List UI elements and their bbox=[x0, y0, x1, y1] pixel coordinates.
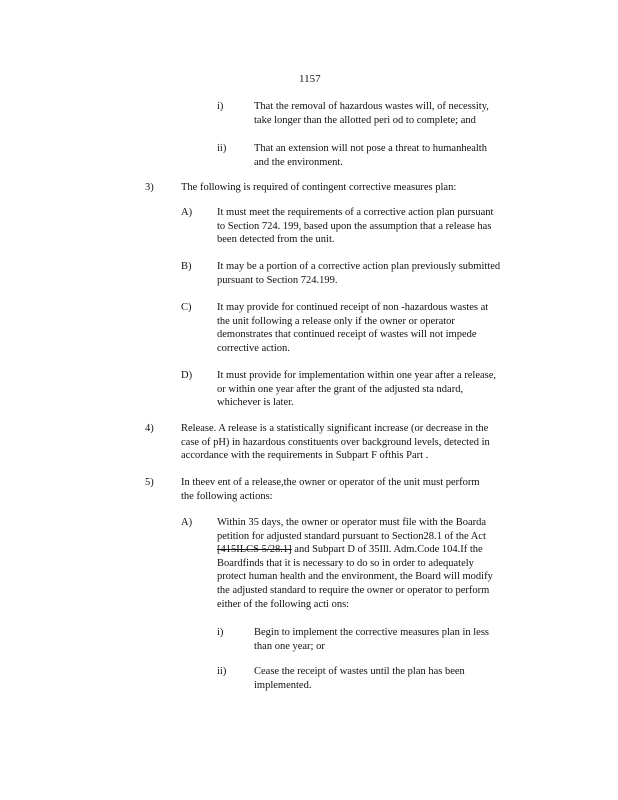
text-line: implemented. bbox=[254, 679, 312, 691]
text-line: the adjusted standard to require the owner or operator to perform bbox=[217, 584, 490, 596]
list-item-text bbox=[217, 301, 525, 355]
list-marker: i) bbox=[217, 101, 224, 112]
text-line bbox=[217, 543, 535, 557]
list-marker: 3) bbox=[145, 182, 154, 193]
text-line: been detected from the unit. bbox=[217, 234, 335, 246]
text-line: the unit following a release only if the owner or operator bbox=[217, 315, 455, 327]
text-line: and the environment. bbox=[254, 156, 343, 168]
text-line: The following is required of contingent corrective measures plan: bbox=[181, 182, 457, 193]
list-marker: B) bbox=[181, 261, 192, 272]
text-line: than one year; or bbox=[254, 640, 325, 652]
list-marker: 4) bbox=[145, 423, 154, 434]
text-line: either of the following acti ons: bbox=[217, 598, 350, 610]
text-line: to Section 724. 199, based upon the assumption that a release has bbox=[217, 220, 492, 232]
text-line: or within one year after the grant of the adjusted sta ndard, bbox=[217, 383, 464, 395]
list-item-text bbox=[217, 369, 531, 410]
list-marker: A) bbox=[181, 517, 193, 528]
text-line: That an extension will not pose a threat to humanhealth bbox=[254, 143, 487, 154]
text-line: accordance with the requirements in Subpart F ofthis Part . bbox=[181, 450, 429, 462]
list-item-text bbox=[254, 142, 516, 169]
text-line: It may be a portion of a corrective action plan previously submitted bbox=[217, 261, 501, 272]
text-line: Boardfinds that it is necessary to do so in order to adequately bbox=[217, 557, 474, 569]
text-line: pursuant to Section 724.199. bbox=[217, 274, 338, 286]
list-item-text bbox=[217, 206, 527, 247]
text-line: Release. A release is a statistically significant increase (or decrease in the bbox=[181, 423, 489, 434]
list-item-text bbox=[217, 260, 535, 287]
text-line: demonstrates that continued receipt of wastes will not impede bbox=[217, 329, 477, 341]
text-line: whichever is later. bbox=[217, 397, 294, 409]
list-item-text bbox=[254, 100, 516, 127]
text-line: It must meet the requirements of a corrective action plan pursuant bbox=[217, 207, 494, 218]
list-item-text bbox=[181, 181, 495, 195]
text-line: It may provide for continued receipt of non -hazardous wastes at bbox=[217, 302, 489, 313]
list-item-text bbox=[254, 665, 492, 692]
list-marker: D) bbox=[181, 370, 193, 381]
text-line: the following actions: bbox=[181, 490, 273, 502]
struck-citation: [415ILCS 5/28.1] bbox=[217, 544, 292, 556]
text-line: Within 35 days, the owner or operator must file with the Boarda bbox=[217, 517, 487, 528]
list-marker: i) bbox=[217, 627, 224, 638]
page-number: 1157 bbox=[299, 73, 321, 85]
list-marker: ii) bbox=[217, 143, 227, 154]
text-line: protect human health and the environment, the Board will modify bbox=[217, 571, 493, 583]
text-line: In theev ent of a release,the owner or operator of the unit must perform bbox=[181, 477, 480, 488]
text-line: take longer than the allotted peri od to complete; and bbox=[254, 114, 476, 126]
text-line: It must provide for implementation within one year after a release, bbox=[217, 370, 497, 381]
list-marker: A) bbox=[181, 207, 193, 218]
text-fragment: and Subpart D of 35Ill. Adm.Code 104.If the bbox=[291, 544, 483, 556]
text-line: Begin to implement the corrective measures plan in less bbox=[254, 627, 490, 638]
text-line: case of pH) in hazardous constituents over background levels, detected in bbox=[181, 436, 490, 448]
list-marker: ii) bbox=[217, 666, 227, 677]
text-line: Cease the receipt of wastes until the plan has been bbox=[254, 666, 465, 677]
list-item-text bbox=[217, 516, 535, 611]
text-line: petition for adjusted standard pursuant to Section28.1 of the Act bbox=[217, 530, 486, 542]
list-item-text bbox=[181, 422, 537, 463]
text-line: That the removal of hazardous wastes will, of necessity, bbox=[254, 101, 489, 112]
list-item-text bbox=[181, 476, 519, 503]
list-item-text bbox=[254, 626, 522, 653]
list-marker: C) bbox=[181, 302, 192, 313]
list-marker: 5) bbox=[145, 477, 154, 488]
text-line: corrective action. bbox=[217, 342, 290, 354]
